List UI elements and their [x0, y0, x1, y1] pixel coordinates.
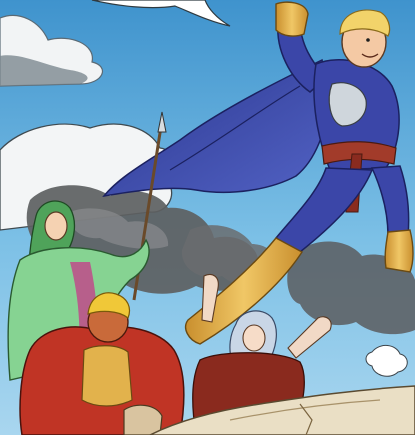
girl-face: [243, 325, 265, 351]
hero-eye: [366, 38, 370, 42]
red-warrior-chest: [82, 346, 132, 406]
green-woman-face: [45, 212, 67, 240]
red-warrior-fist: [124, 405, 162, 435]
hero-gauntlet: [276, 2, 308, 36]
hero-boot-back: [385, 230, 413, 272]
